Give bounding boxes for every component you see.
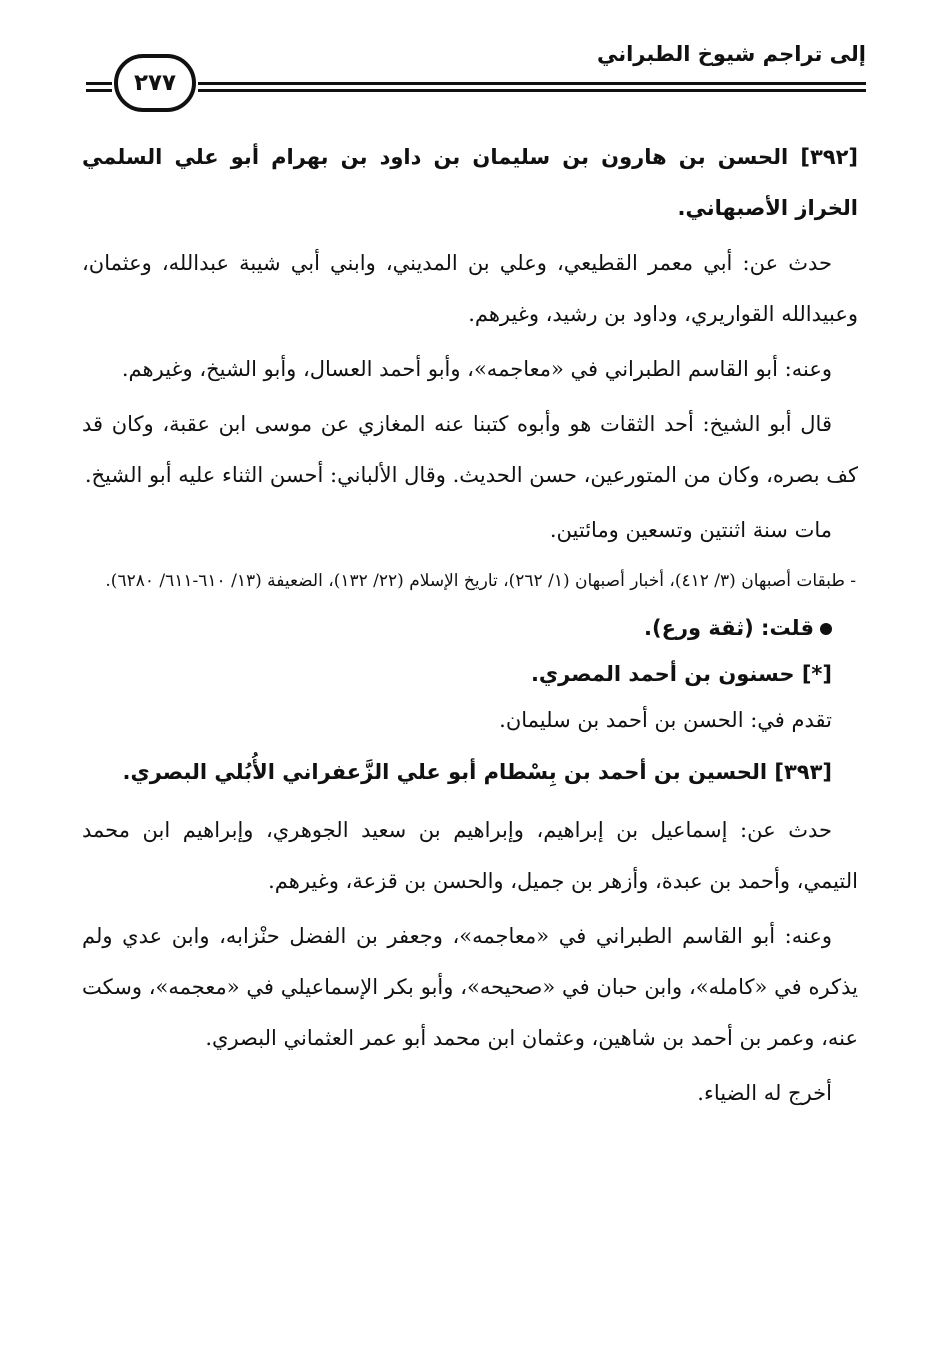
header-rule-left-top (86, 82, 112, 85)
entry-393-note: أخرج له الضياء. (697, 1081, 832, 1105)
page-number: ٢٧٧ (114, 54, 196, 112)
header-rule-left-bottom (86, 89, 112, 92)
entry-392-references: - طبقات أصبهان (٣/ ٤١٢)، أخبار أصبهان (١/ ٢٦٢)، تاريخ الإسلام (٢٢/ ١٣٢)، الضعيفة (١٣/ ٦١٠-٦١١/ ٦٢٨٠). (105, 571, 856, 591)
header-rule-bottom (198, 89, 866, 92)
running-title: إلى تراجم شيوخ الطبراني (596, 42, 866, 66)
entry-393-teachers: حدث عن: إسماعيل بن إبراهيم، وإبراهيم بن سعيد الجوهري، وإبراهيم ابن محمد التيمي، وأحمد بن عبدة، وأزهر بن جميل، والحسن بن قزعة، وغيرهم. (82, 818, 858, 893)
verdict-text: قلت: (ثقة ورع). (644, 616, 814, 640)
crossref-heading: [*] حسنون بن أحمد المصري. (530, 662, 832, 686)
crossref-text: تقدم في: الحسن بن أحمد بن سليمان. (499, 708, 832, 732)
entry-392-assessment: قال أبو الشيخ: أحد الثقات هو وأبوه كتبنا عنه المغازي عن موسى ابن عقبة، وكان قد كف بصره، وكان من المتورعين، حسن الحديث. وقال الألباني: أحسن الثناء عليه أبو الشيخ. (82, 412, 858, 487)
page-header (86, 32, 866, 112)
entry-392-death: مات سنة اثنتين وتسعين ومائتين. (549, 518, 832, 542)
entry-392-students: وعنه: أبو القاسم الطبراني في «معاجمه»، وأبو أحمد العسال، وأبو الشيخ، وغيرهم. (121, 357, 832, 381)
entry-393-heading: [٣٩٣] الحسين بن أحمد بن بِسْطام أبو علي الزَّعفراني الأُبُلي البصري. (122, 760, 832, 784)
entry-392-heading: [٣٩٢] الحسن بن هارون بن سليمان بن داود بن بهرام أبو علي السلمي الخراز الأصبهاني. (82, 145, 858, 220)
page-body (82, 132, 858, 1119)
entry-392-verdict (82, 605, 858, 651)
header-rule-top (198, 82, 866, 85)
bullet-icon (820, 623, 832, 635)
entry-392-teachers: حدث عن: أبي معمر القطيعي، وعلي بن المديني، وابني أبي شيبة عبدالله، وعثمان، وعبيدالله القواريري، وداود بن رشيد، وغيرهم. (82, 251, 858, 326)
entry-393-students: وعنه: أبو القاسم الطبراني في «معاجمه»، وجعفر بن الفضل حنْزابه، وابن عدي ولم يذكره في «كامله»، وابن حبان في «صحيحه»، وأبو بكر الإسماعيلي في «معجمه»، وسكت عنه، وعمر بن أحمد بن شاهين، وعثمان ابن محمد أبو عمر العثماني البصري. (82, 924, 858, 1050)
